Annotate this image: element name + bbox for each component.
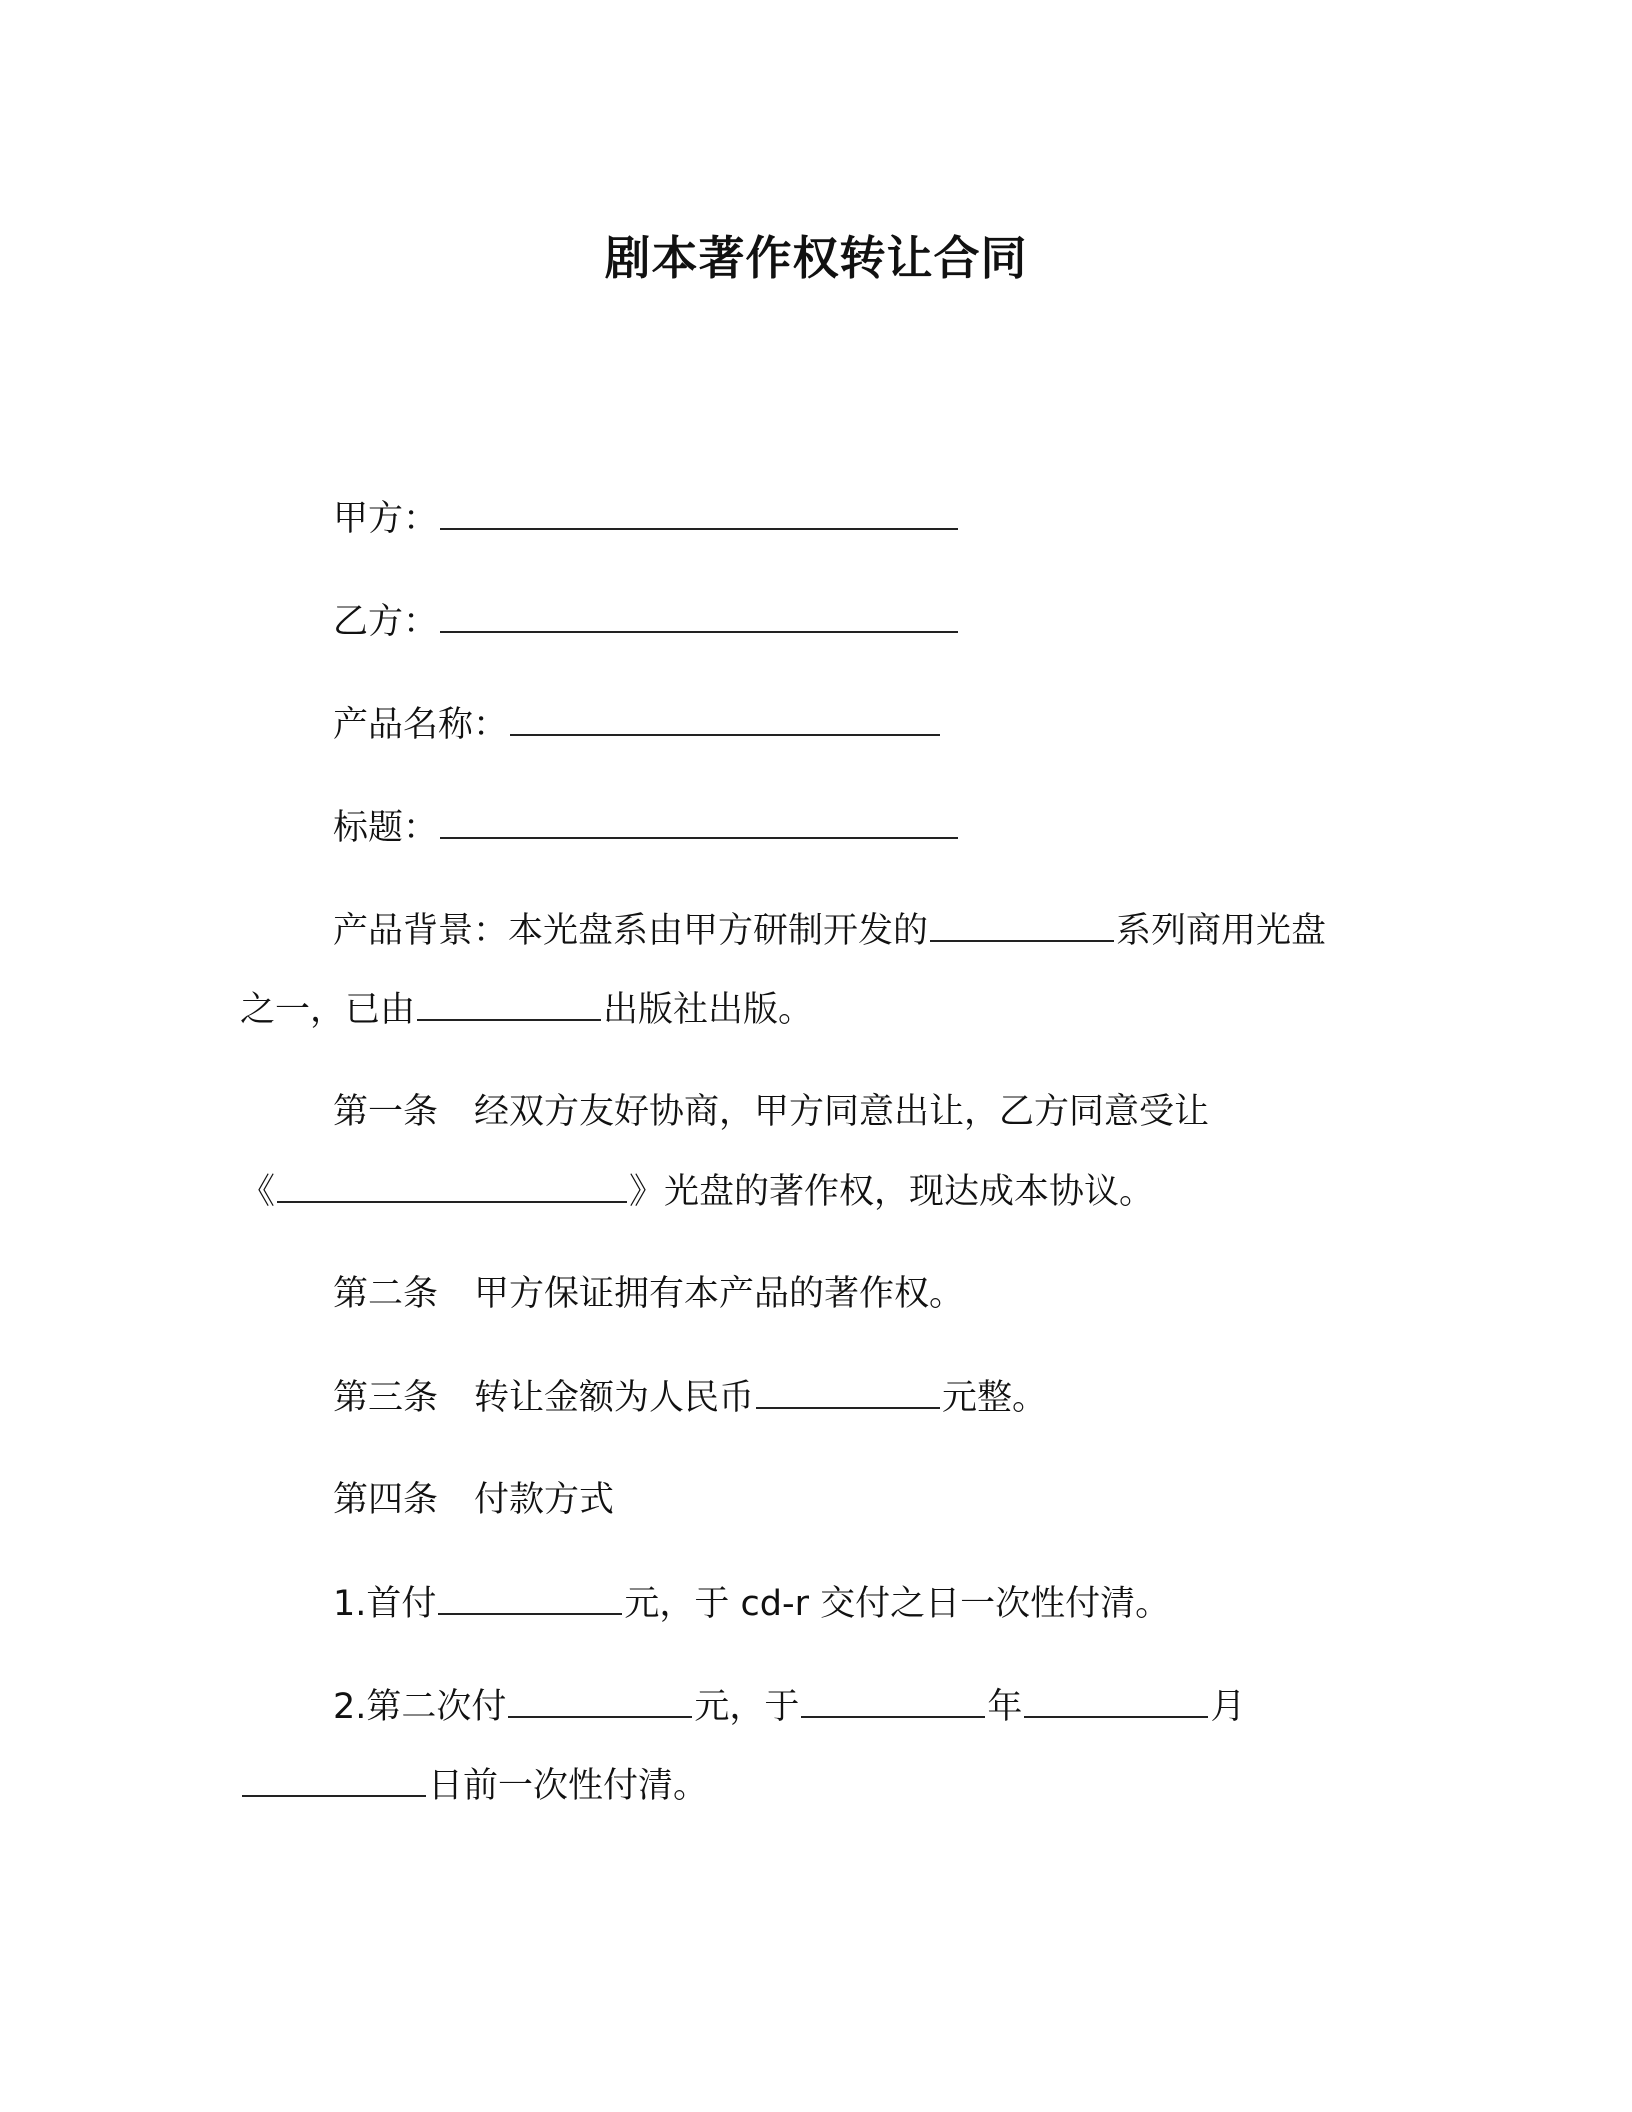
heading-line <box>333 803 960 852</box>
article-4-label: 第四条 <box>333 1480 439 1520</box>
party-b-blank[interactable] <box>440 597 958 633</box>
product-name-blank[interactable] <box>510 700 940 736</box>
second-payment-blank[interactable] <box>508 1682 692 1718</box>
heading-label: 标题： <box>333 808 439 848</box>
background-text-2: 系列商用光盘 <box>1116 911 1327 951</box>
background-line-1 <box>333 906 1326 955</box>
payment-1-text-1: 1.首付 <box>333 1584 437 1624</box>
article-1-text-1: 经双方友好协商，甲方同意出让，乙方同意受让 <box>474 1092 1210 1132</box>
background-text-3: 之一，已由 <box>240 990 416 1030</box>
article-2-label: 第二条 <box>333 1274 439 1314</box>
background-line-2 <box>240 985 813 1034</box>
article-3-text-1: 转让金额为人民币 <box>474 1378 755 1418</box>
disc-title-blank[interactable] <box>277 1167 627 1203</box>
background-text-1: 产品背景：本光盘系由甲方研制开发的 <box>333 911 929 951</box>
article-3-text-2: 元整。 <box>942 1378 1048 1418</box>
background-text-4: 出版社出版。 <box>603 990 814 1030</box>
series-blank[interactable] <box>930 906 1114 942</box>
article-1-text-2: 》光盘的著作权，现达成本协议。 <box>629 1172 1155 1212</box>
year-blank[interactable] <box>801 1682 985 1718</box>
first-payment-blank[interactable] <box>438 1579 622 1615</box>
payment-2-text-5: 日前一次性付清。 <box>428 1766 709 1806</box>
month-blank[interactable] <box>1024 1682 1208 1718</box>
party-b-label: 乙方： <box>333 602 439 642</box>
payment-2-text-1: 2.第二次付 <box>333 1687 507 1727</box>
party-a-blank[interactable] <box>440 494 958 530</box>
product-name-line <box>333 700 942 749</box>
document-title: 剧本著作权转让合同 <box>604 231 1028 285</box>
payment-2-line-2 <box>240 1761 708 1810</box>
payment-1-line <box>333 1579 1170 1628</box>
heading-blank[interactable] <box>440 803 958 839</box>
payment-2-text-3: 年 <box>987 1687 1023 1727</box>
article-2-text: 甲方保证拥有本产品的著作权。 <box>474 1274 965 1314</box>
payment-2-text-4: 月 <box>1210 1687 1246 1727</box>
party-a-label: 甲方： <box>333 499 439 539</box>
article-4-text: 付款方式 <box>474 1480 615 1520</box>
article-1-open-bracket: 《 <box>240 1172 276 1212</box>
article-4-line <box>333 1476 614 1524</box>
amount-blank[interactable] <box>756 1373 940 1409</box>
article-1-line-1 <box>333 1088 1209 1136</box>
article-2-line <box>333 1270 964 1318</box>
product-name-label: 产品名称： <box>333 705 509 745</box>
article-3-label: 第三条 <box>333 1378 439 1418</box>
payment-1-text-2: 元，于 cd-r 交付之日一次性付清。 <box>624 1584 1171 1624</box>
article-3-line <box>333 1373 1047 1422</box>
publisher-blank[interactable] <box>417 985 601 1021</box>
payment-2-text-2: 元，于 <box>694 1687 800 1727</box>
party-a-line <box>333 494 960 543</box>
article-1-label: 第一条 <box>333 1092 439 1132</box>
payment-2-line-1 <box>333 1682 1245 1731</box>
article-1-line-2 <box>240 1167 1154 1216</box>
day-blank[interactable] <box>242 1761 426 1797</box>
party-b-line <box>333 597 960 646</box>
